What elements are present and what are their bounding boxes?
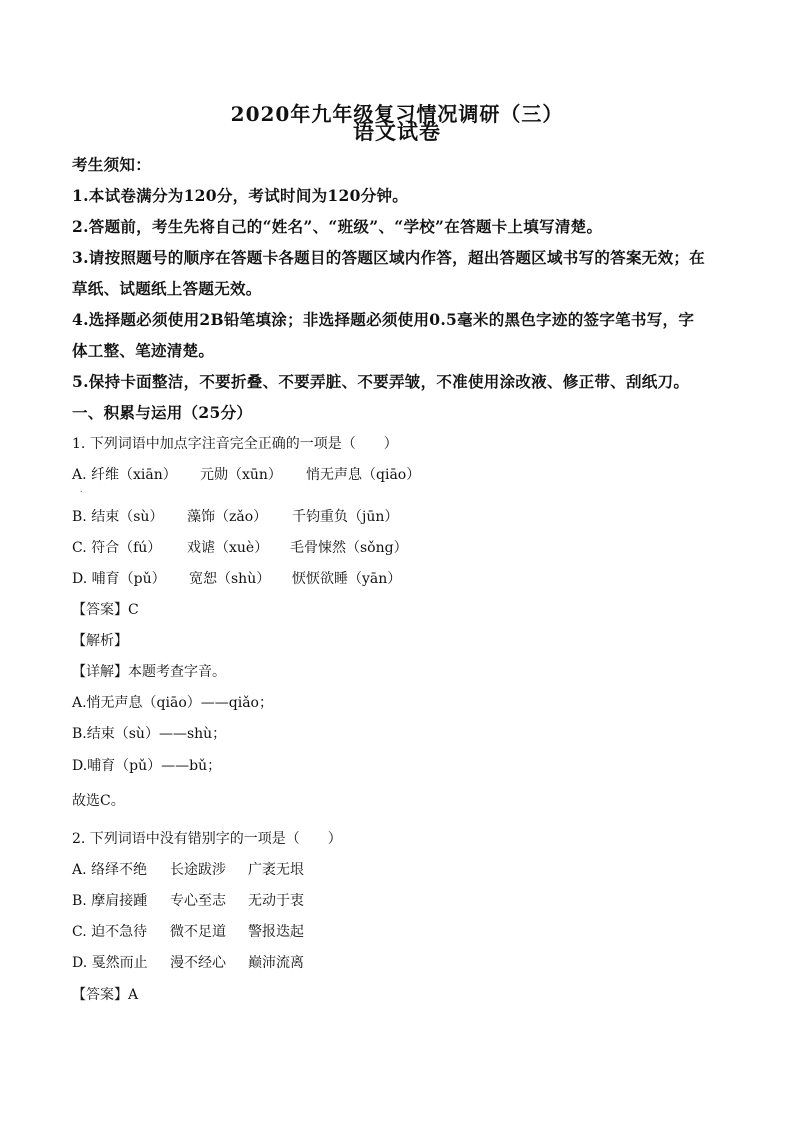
notice-line-1: 1.本试卷满分为120分，考试时间为120分钟。: [72, 186, 409, 205]
notice-line-7: 5.保持卡面整洁，不要折叠、不要弄脏、不要弄皱，不准使用涂改液、修正带、刮纸刀。: [72, 372, 690, 391]
q1-option-d-2: 宽恕（shù）: [189, 571, 271, 587]
q1-answer-label: 【答案】: [72, 602, 128, 618]
q2-stem: 2. 下列词语中没有错别字的一项是（ ）: [72, 831, 342, 847]
exam-title: 2020年九年级复习情况调研（三）: [230, 102, 564, 126]
q2-option-c: [72, 921, 304, 941]
q1-option-b-3: 千钧重负（jūn）: [292, 509, 399, 525]
q1-option-a: [72, 464, 420, 484]
q1-detail-text: 本题考查字音。: [128, 664, 226, 680]
q2-option-a-1: A. 络绎不绝: [72, 862, 148, 878]
q1-option-a-1: A. 纤维（xiān）: [72, 467, 177, 483]
q2-option-d-3: 巅沛流离: [248, 955, 304, 971]
q1-option-d-3: 恹恹欲睡（yān）: [292, 571, 402, 587]
q2-answer-value: A: [128, 987, 139, 1003]
q2-option-c-2: 微不足道: [170, 924, 226, 940]
notice-line-5: 4.选择题必须使用2B铅笔填涂；非选择题必须使用0.5毫米的黑色字迹的签字笔书写，字: [72, 310, 695, 329]
q1-option-c-1: C. 符合（fú）: [72, 540, 162, 556]
q2-option-a-3: 广袤无垠: [248, 862, 304, 878]
q2-answer: [72, 984, 138, 1004]
q2-answer-label: 【答案】: [72, 987, 128, 1003]
q1-option-a-2: 元勋（xūn）: [200, 467, 282, 483]
q1-option-b: [72, 506, 398, 526]
q1-option-c: [72, 537, 408, 557]
q1-answer: [72, 599, 139, 619]
q1-option-b-1: B. 结束（sù）: [72, 509, 164, 525]
q2-option-b-1: B. 摩肩接踵: [72, 893, 148, 909]
notice-line-3: 3.请按照题号的顺序在答题卡各题目的答题区域内作答，超出答题区域书写的答案无效；在: [72, 248, 705, 267]
q1-explain-b: B.结束（sù）——shù；: [72, 726, 227, 742]
q1-option-d-1: D. 哺育（pǔ）: [72, 571, 166, 587]
q2-option-d-1: D. 戛然而止: [72, 955, 148, 971]
q1-detail: [72, 661, 226, 681]
notice-line-2: 2.答题前，考生先将自己的“姓名”、“班级”、“学校”在答题卡上填写清楚。: [72, 217, 603, 236]
q1-option-a-3: 悄无声息（qiāo）: [306, 467, 421, 483]
q2-option-c-1: C. 迫不急待: [72, 924, 148, 940]
notice-heading: 考生须知：: [72, 155, 152, 174]
q1-explain-d: D.哺育（pǔ）——bǔ；: [72, 758, 222, 774]
notice-line-4: 草纸、试题纸上答题无效。: [72, 279, 262, 298]
q1-stem: 1. 下列词语中加点字注音完全正确的一项是（ ）: [72, 436, 398, 452]
notice-line-6: 体工整、笔迹清楚。: [72, 341, 215, 360]
q2-option-d-2: 漫不经心: [170, 955, 226, 971]
q1-answer-value: C: [128, 602, 139, 618]
q2-option-a: [72, 859, 304, 879]
q1-conclusion: 故选C。: [72, 793, 125, 809]
q2-option-b-3: 无动于衷: [248, 893, 304, 909]
section-heading: 一、积累与运用（25分）: [72, 403, 253, 422]
q1-analysis-label: 【解析】: [72, 633, 128, 649]
q1-detail-label: 【详解】: [72, 664, 128, 680]
exam-subtitle: 语文试卷: [353, 119, 441, 144]
q2-option-a-2: 长途跋涉: [170, 862, 226, 878]
q2-option-c-3: 警报迭起: [248, 924, 304, 940]
q1-option-d: [72, 568, 401, 588]
q1-option-c-2: 戏谑（xuè）: [187, 540, 269, 556]
q1-option-b-2: 藻饰（zǎo）: [187, 509, 268, 525]
q2-option-b: [72, 890, 304, 910]
q2-option-b-2: 专心至志: [170, 893, 226, 909]
q2-option-d: [72, 952, 304, 972]
q1-explain-a: A.悄无声息（qiāo）——qiǎo；: [72, 695, 273, 711]
dot-mark: .: [80, 485, 83, 494]
q1-option-c-3: 毛骨悚然（sǒng）: [290, 540, 408, 556]
